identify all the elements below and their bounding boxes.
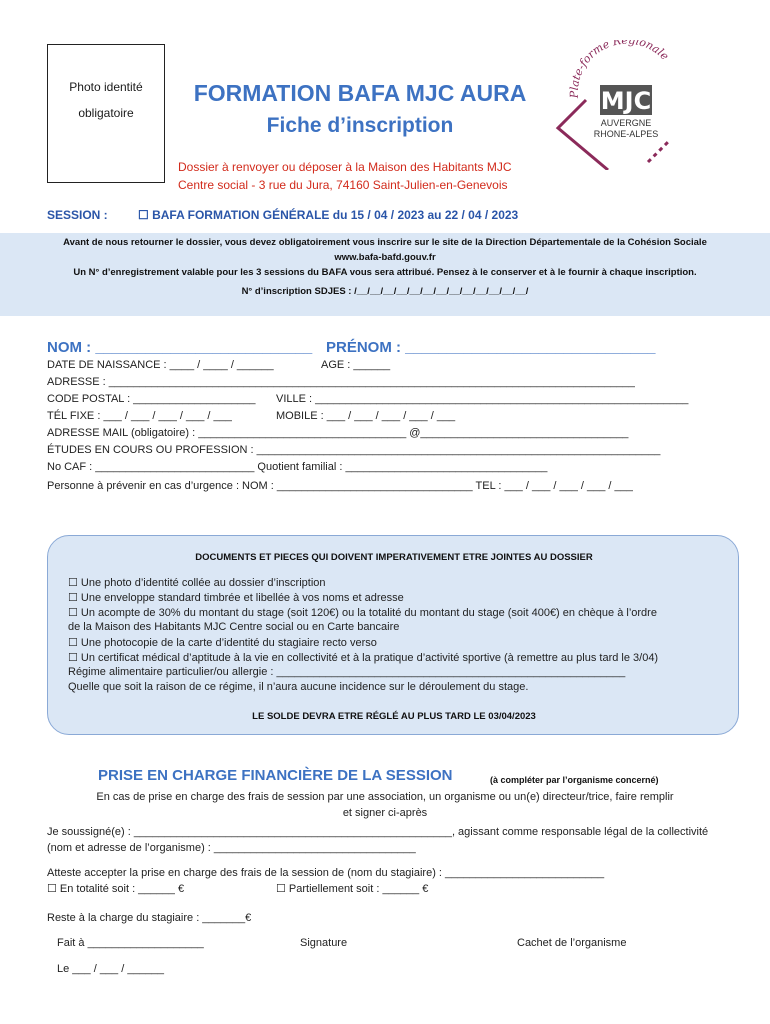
logo-region-2: RHONE-ALPES <box>593 129 659 139</box>
diet-field[interactable]: Régime alimentaire particulier/ou allergie : _________________________________________________________ <box>68 666 626 678</box>
phone-field[interactable]: TÉL FIXE : ___ / ___ / ___ / ___ / ___ <box>47 410 232 422</box>
address-field[interactable]: ADRESSE : ______________________________________________________________________________________ <box>47 376 635 388</box>
date-field[interactable]: Le ___ / ___ / ______ <box>57 963 165 975</box>
notice-line-1: Avant de nous retourner le dossier, vous devez obligatoirement vous inscrire sur le site de la Direction Départementale de la Cohésion Sociale <box>63 237 707 248</box>
birthdate-field[interactable]: DATE DE NAISSANCE : ____ / ____ / ______ <box>47 359 274 371</box>
city-field[interactable]: VILLE : _____________________________________________________________ <box>276 393 689 405</box>
doc-item-envelope[interactable]: ☐ Une enveloppe standard timbrée et libellée à vos noms et adresse <box>68 592 404 604</box>
photo-box <box>47 44 165 183</box>
balance-deadline: LE SOLDE DEVRA ETRE RÉGLÉ AU PLUS TARD LE 03/04/2023 <box>252 711 536 722</box>
financing-title: PRISE EN CHARGE FINANCIÈRE DE LA SESSION <box>98 767 453 784</box>
page-subtitle: Fiche d’inscription <box>266 114 454 137</box>
financing-intro-1: En cas de prise en charge des frais de session par une association, un organisme ou un(e) directeur/trice, faire remplir <box>96 791 674 803</box>
notice-link[interactable]: www.bafa-bafd.gouv.fr <box>334 252 436 263</box>
mobile-field[interactable]: MOBILE : ___ / ___ / ___ / ___ / ___ <box>276 410 456 422</box>
email-field[interactable]: ADRESSE MAIL (obligatoire) : __________________________________ @__________________________________ <box>47 427 629 439</box>
trainee-name-field[interactable]: Atteste accepter la prise en charge des frais de la session de (nom du stagiaire) : __________________________ <box>47 867 605 879</box>
photo-label-1: Photo identité <box>69 80 143 94</box>
photo-label-2: obligatoire <box>78 106 134 120</box>
diet-note: Quelle que soit la raison de ce régime, il n’aura aucune incidence sur le déroulement du stage. <box>68 681 529 693</box>
doc-item-photo[interactable]: ☐ Une photo d’identité collée au dossier d’inscription <box>68 577 326 589</box>
notice-line-3: Un N° d’enregistrement valable pour les 3 sessions du BAFA vous sera attribué. Pensez à le conserver et à le fournir à chaque inscription. <box>73 267 697 278</box>
logo-arc-text: Plate-forme Régionale <box>567 40 672 99</box>
organisation-field[interactable]: (nom et adresse de l’organisme) : _________________________________ <box>47 842 416 854</box>
page-title: FORMATION BAFA MJC AURA <box>193 80 527 106</box>
doc-item-deposit[interactable]: ☐ Un acompte de 30% du montant du stage (soit 120€) ou la totalité du montant du stage (soit 400€) en chèque à l’ordre <box>68 607 657 619</box>
caf-quotient-field[interactable]: No CAF : __________________________ Quotient familial : _________________________________ <box>47 461 548 473</box>
place-field[interactable]: Fait à ___________________ <box>57 937 204 949</box>
undersigned-field[interactable]: Je soussigné(e) : ____________________________________________________, agissant comme responsable légal de la collectivité <box>47 826 709 838</box>
signature-label: Signature <box>300 937 348 949</box>
session-label: SESSION : <box>47 208 108 222</box>
prenom-field[interactable]: PRÉNOM : ______________________________ <box>326 339 656 356</box>
logo-region-1: AUVERGNE <box>600 118 652 128</box>
doc-item-id-card[interactable]: ☐ Une photocopie de la carte d’identité du stagiaire recto verso <box>68 637 377 649</box>
financing-note: (à compléter par l’organisme concerné) <box>490 775 659 785</box>
sdjes-number-field[interactable]: N° d’inscription SDJES : /__/__/__/__/__/__/__/__/__/__/__/__/__/ <box>241 286 529 297</box>
mjc-logo <box>548 40 688 170</box>
partial-payment-checkbox[interactable]: ☐ Partiellement soit : ______ € <box>276 883 429 895</box>
address-line-1: Dossier à renvoyer ou déposer à la Maison des Habitants MJC <box>178 160 512 174</box>
logo-brand: MJC <box>600 87 652 115</box>
documents-heading: DOCUMENTS ET PIECES QUI DOIVENT IMPERATIVEMENT ETRE JOINTES AU DOSSIER <box>195 552 593 563</box>
doc-item-deposit-cont: de la Maison des Habitants MJC Centre social ou en Carte bancaire <box>68 621 400 633</box>
session-checkbox[interactable]: ☐ BAFA FORMATION GÉNÉRALE du 15 / 04 / 2023 au 22 / 04 / 2023 <box>138 208 519 222</box>
postal-code-field[interactable]: CODE POSTAL : ____________________ <box>47 393 256 405</box>
age-field[interactable]: AGE : ______ <box>321 359 391 371</box>
address-line-2: Centre social - 3 rue du Jura, 74160 Saint-Julien-en-Genevois <box>178 178 508 192</box>
registration-notice <box>0 233 770 316</box>
full-payment-checkbox[interactable]: ☐ En totalité soit : ______ € <box>47 883 185 895</box>
remaining-amount-field[interactable]: Reste à la charge du stagiaire : _______€ <box>47 912 252 924</box>
doc-item-medical[interactable]: ☐ Un certificat médical d’aptitude à la vie en collectivité et à la pratique d’activité sportive (à remettre au plus tard le 3/04) <box>68 652 659 664</box>
documents-box <box>47 535 739 735</box>
nom-field[interactable]: NOM : __________________________ <box>47 339 313 356</box>
stamp-label: Cachet de l’organisme <box>517 937 627 949</box>
profession-field[interactable]: ÉTUDES EN COURS OU PROFESSION : __________________________________________________________________ <box>47 444 661 456</box>
emergency-contact-field[interactable]: Personne à prévenir en cas d’urgence : NOM : ________________________________ TEL : ___ / ___ / ___ / ___ / ___ <box>47 480 633 492</box>
financing-intro-2: et signer ci-après <box>342 807 428 819</box>
